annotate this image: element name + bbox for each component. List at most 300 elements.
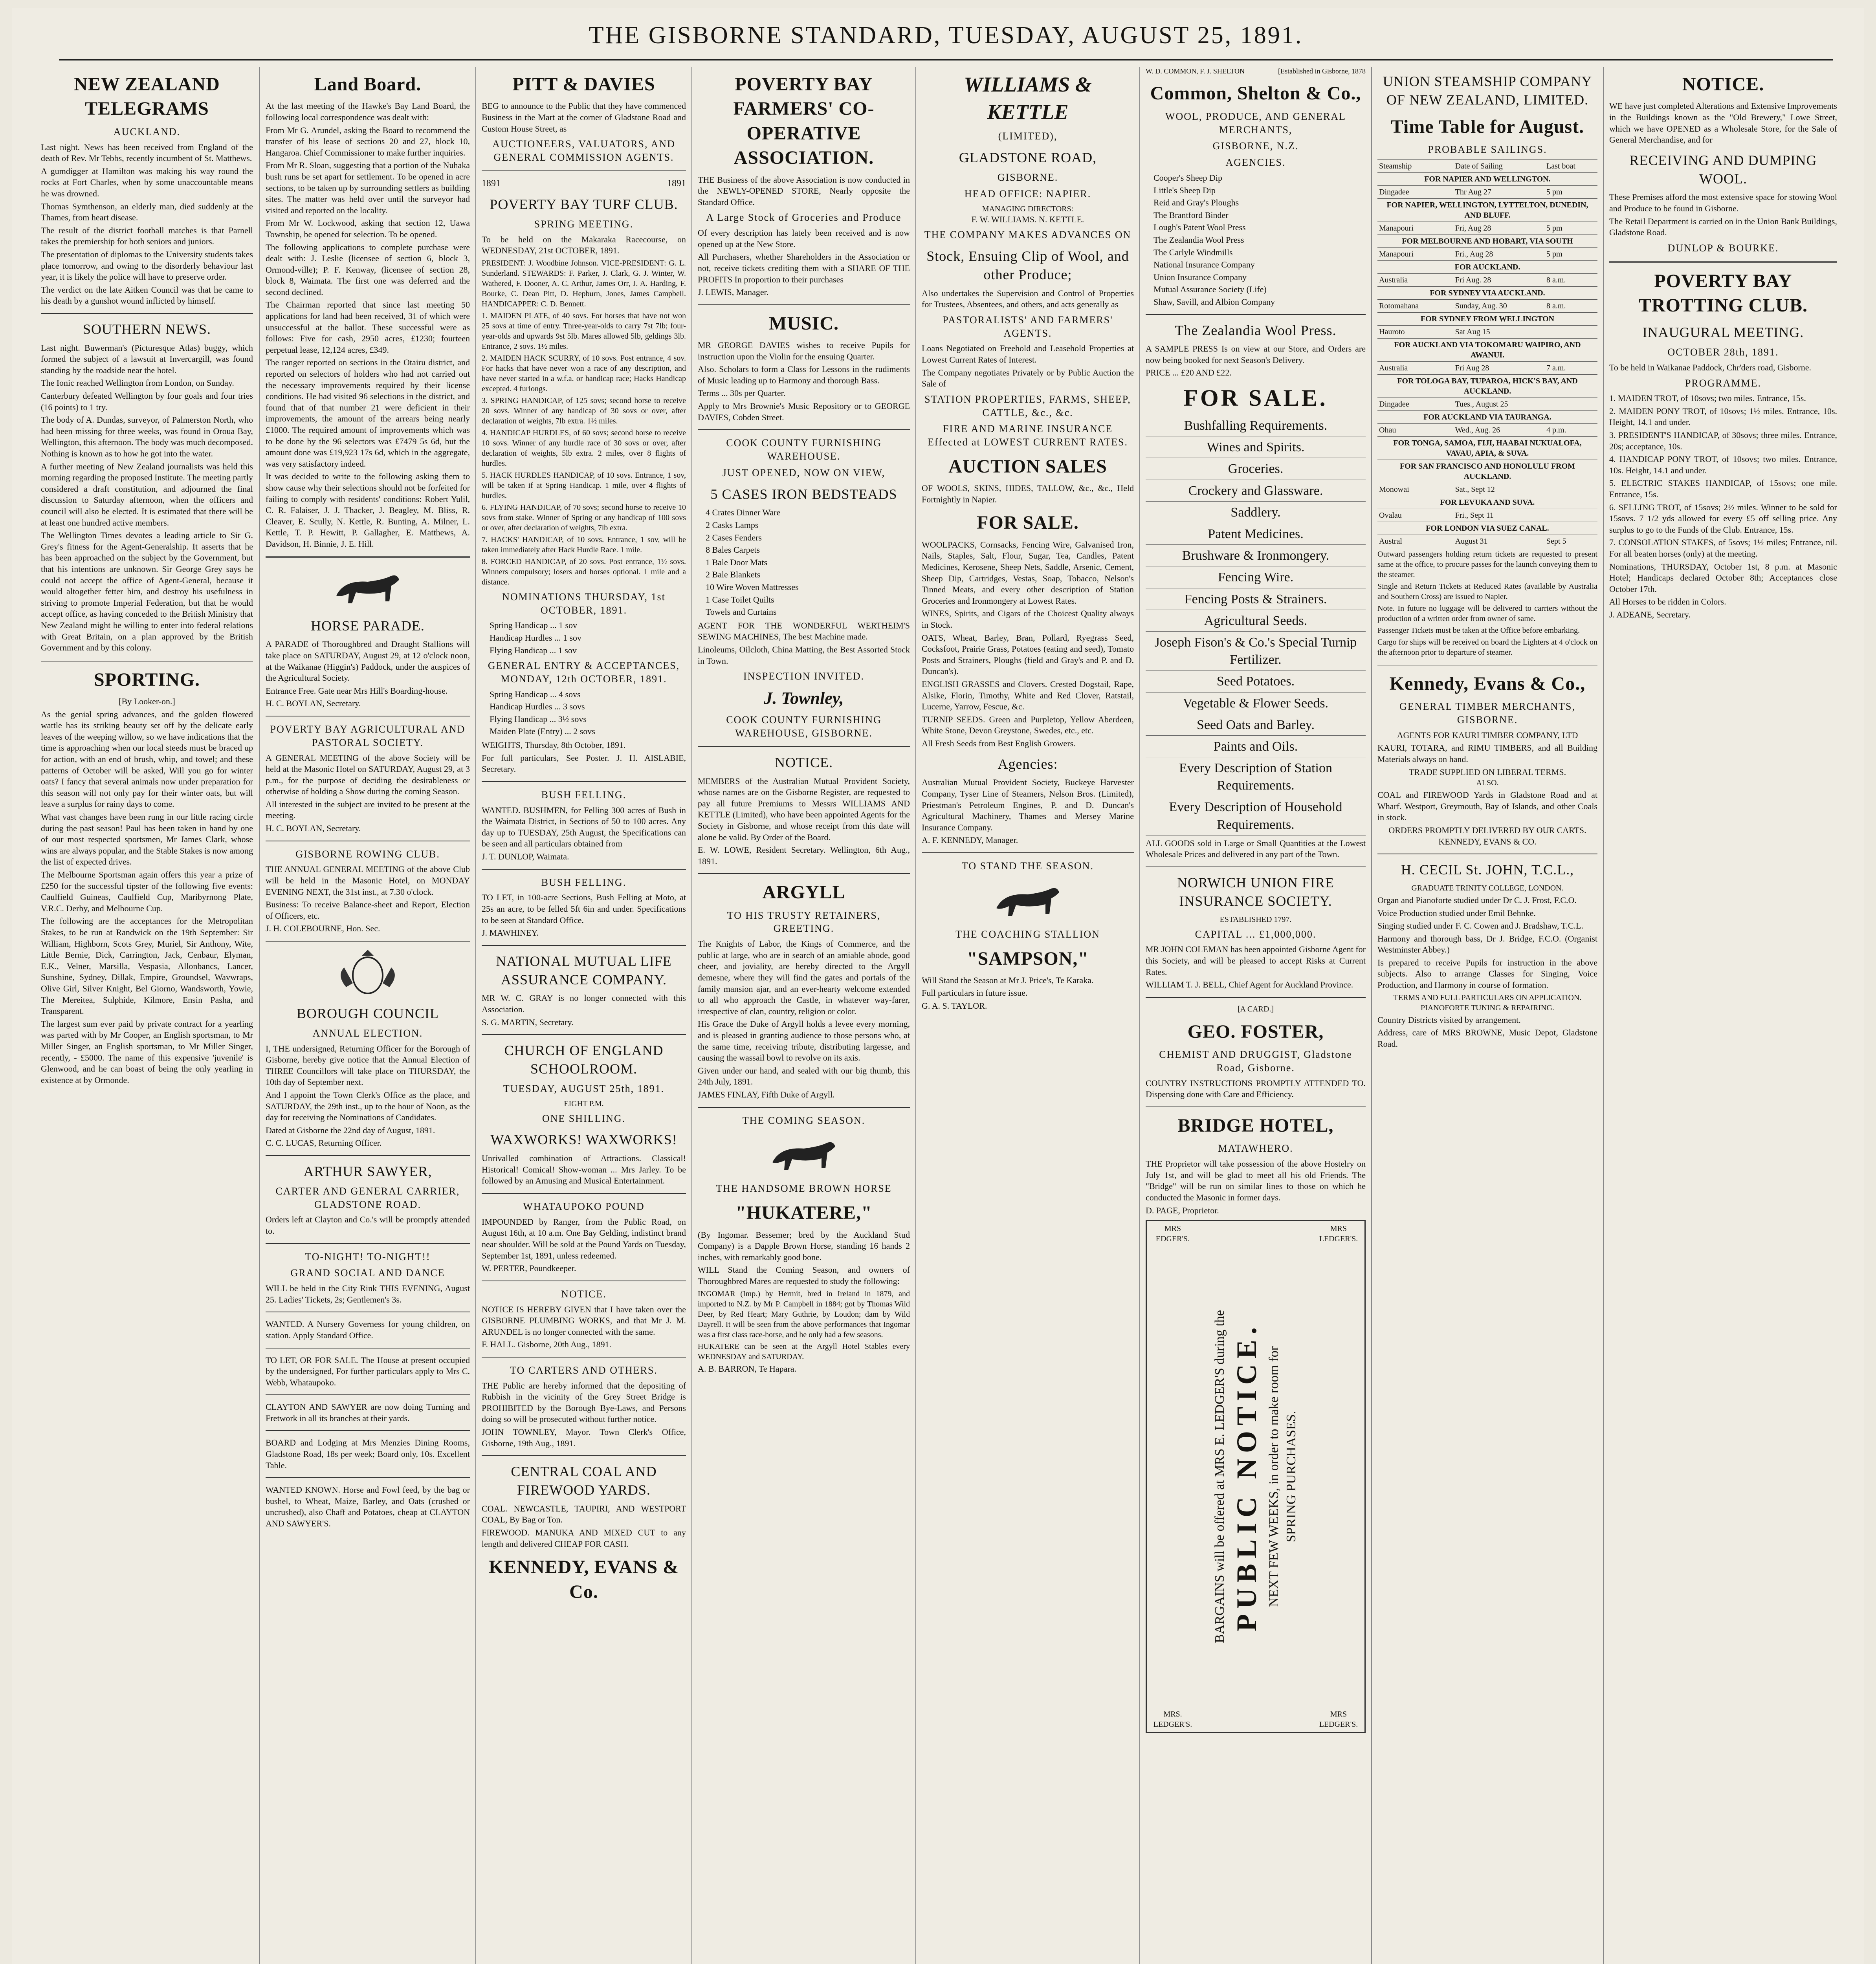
stock-item: 4 Crates Dinner Ware (706, 507, 781, 518)
single-text: Single and Return Tickets at Reduced Rates (available by Australia and Southern Cross) are issued to Napier. (1377, 582, 1597, 601)
notice-sign: F. HALL. Gisborne, 20th Aug., 1891. (482, 1339, 612, 1350)
table-cell: Sept 5 (1545, 535, 1597, 548)
pbag-text2: All interested in the subject are invited to be present at the meeting. (266, 799, 470, 821)
cecil-heading: H. CECIL St. JOHN, T.C.L., (1401, 862, 1574, 878)
column-8 (1603, 67, 1843, 1964)
table-row (1377, 509, 1597, 522)
sale-item: Crockery and Glassware. (1146, 482, 1366, 502)
fresh-text: All Fresh Seeds from Best English Growers. (922, 738, 1076, 748)
stock-item: 10 Wire Woven Mattresses (706, 582, 799, 592)
agencies-list (1153, 172, 1366, 308)
edger-top-right: MRS LEDGER'S. (1319, 1224, 1358, 1244)
pbag-sign: H. C. BOYLAN, Secretary. (266, 823, 361, 834)
turf-club-heading: POVERTY BAY TURF CLUB. (490, 196, 678, 212)
stock-item: 8 Bales Carpets (706, 545, 760, 555)
harmony-text: Harmony and thorough bass, Dr J. Bridge, F.C.O. (Organist Westminster Abbey.) (1377, 933, 1597, 955)
ridden-text: All Horses to be ridden in Colors. (1609, 597, 1726, 607)
argyll-heading: ARGYLL (762, 882, 845, 903)
argyll-text (698, 938, 910, 1088)
table-cell: Manapouri (1377, 222, 1454, 235)
table-cell: Fri Aug 28 (1454, 361, 1545, 374)
nominations-text: Nominations, THURSDAY, October 1st, 8 p.m. at Masonic Hotel; Handicaps declared October 8th; Acceptances close October 17th. (1609, 561, 1837, 594)
bush-heading: BUSH FELLING. (541, 789, 627, 801)
established: [Established in Gisborne, 1878 (1278, 67, 1366, 75)
kennedy-sign: A. F. KENNEDY, Manager. (922, 835, 1018, 845)
kauri-text: KAURI, TOTARA, and RIMU TIMBERS, and all Building Materials always on hand. (1377, 743, 1597, 764)
southern-heading: SOUTHERN NEWS. (83, 321, 211, 337)
gladstone-road: GLADSTONE ROAD, (959, 150, 1097, 166)
dunlop-sign: DUNLOP & BOURKE. (1667, 242, 1779, 254)
table-cell: Sat., Sept 12 (1454, 483, 1545, 496)
route-heading-row (1377, 312, 1597, 325)
agency-item: The Carlyle Windmills (1153, 247, 1233, 257)
agency-item: National Insurance Company (1153, 260, 1255, 270)
table-cell: 4 p.m. (1545, 423, 1597, 436)
cargo-text: Cargo for ships will be received on board the Lighters at 4 o'clock on the afternoon prior to departure of steamer. (1377, 638, 1597, 657)
news-paragraph: The presentation of diplomas to the University students takes place tomorrow, and owing to the disorderly behaviour last year, it is likely the police will have to preserve order. (41, 249, 253, 282)
table-cell: Thr Aug 27 (1454, 185, 1545, 198)
hukatere-name: "HUKATERE," (735, 1202, 872, 1224)
rowing-text: THE ANNUAL GENERAL MEETING of the above Club will be held in the Masonic Hotel, on MONDAY EVENING NEXT, the 31st inst., at 7.30 o'clock. (266, 864, 470, 897)
notice-heading: NOTICE. (1682, 74, 1764, 95)
general-entry-list (490, 689, 686, 737)
sampson-text: Will Stand the Season at Mr J. Price's, Te Karaka. (922, 975, 1094, 985)
inaugural-heading: INAUGURAL MEETING. (1642, 324, 1804, 341)
sawyer-text: Orders left at Clayton and Co.'s will be promptly attended to. (266, 1215, 470, 1236)
table-cell: Sat Aug 15 (1454, 325, 1545, 338)
column-4 (691, 67, 915, 1964)
race-item: 7. HACKS' HANDICAP, of 10 sovs. Entrance, 1 sov, will be taken immediately after Hack Hurdle Race. 1 mile. (482, 535, 686, 554)
card-label: [A CARD.] (1237, 1004, 1274, 1013)
route-heading-row (1377, 496, 1597, 509)
music-terms: Terms ... 30s per Quarter. (698, 388, 786, 398)
table-cell: 8 a.m. (1545, 273, 1597, 286)
table-cell: Dingadee (1377, 185, 1454, 198)
receiving-wool: RECEIVING AND DUMPING WOOL. (1629, 152, 1817, 187)
cecil-sub: GRADUATE TRINITY COLLEGE, LONDON. (1411, 883, 1564, 892)
sale-item: Saddlery. (1146, 504, 1366, 523)
sporting-paragraph: The following are the acceptances for the Metropolitan Stakes, to be run at Randwick on the 19th September: Sir William, Highborn, Scots Grey, Muriel, Sir Anthony, Wite, Little Bernie, Dick, Carrington, Jack, Cenbaur, Elyman, E.K., Velner, Marsilla, Vespasia, Allonbancs, Lancer, Sunshine, Sydney, Dillak, Empire, Groundsel, Wavwraps, Olive Girl, Silver Knight, Bel Giorno, Wandsworth, Yowie, The Mereitea, Sulphide, Kilmore, Ensin Pasha, and Transparent. (41, 916, 253, 1016)
news-paragraph: The Ionic reached Wellington from London, on Sunday. (41, 378, 234, 388)
oats-text: OATS, Wheat, Barley, Bran, Pollard, Ryegrass Seed, Cocksfoot, Prairie Grass, Potatoes (eating and seed), Tomato Posts and Strainers, Ploughs (field and Gray's and P. and D. Duncan's). (922, 632, 1134, 676)
horse-illustration (325, 564, 411, 611)
year-right: 1891 (667, 178, 686, 189)
land-paragraph: From Mr R. Sloan, suggesting that a portion of the Nuhaka bush runs be set apart for settlement. To be opened in acre sections, to be taken up by surrounding settlers as building sites. The matter was held over until the surveyor had visited and reported on the locality. (266, 160, 470, 215)
table-row (1377, 423, 1597, 436)
col-steamship: Steamship (1377, 159, 1454, 172)
agencies-heading: AGENCIES. (1225, 157, 1286, 169)
column-6 (1139, 67, 1371, 1964)
table-cell: Hauroto (1377, 325, 1454, 338)
land-board-heading: Land Board. (314, 74, 422, 95)
pastoralists: PASTORALISTS' AND FARMERS' AGENTS. (943, 314, 1113, 339)
pbag-text: A GENERAL MEETING of the above Society will be held at the Masonic Hotel on SATURDAY, August 29, at 3 p.m., for the purpose of deciding the desirableness or otherwise of holding a Show during the coming Season. (266, 753, 470, 797)
news-paragraph: Last night. Buwerman's (Picturesque Atlas) buggy, which formed the subject of a lawsuit at Invercargill, was found standing by the roadside near the hotel. (41, 343, 253, 375)
agency-item: Shaw, Savill, and Albion Company (1153, 297, 1275, 307)
notice-text: WE have just completed Alterations and Extensive Improvements in the Buildings known as the "Old Brewery," Lowe Street, which we have OPENED as a Wholesale Store, for the Sale of General Merchandise, and for (1609, 101, 1837, 145)
music-apply: Apply to Mrs Brownie's Music Repository or to GEORGE DAVIES, Cobden Street. (698, 401, 910, 422)
race-item: 8. FORCED HANDICAP, of 20 sovs. Post entrance, 1½ sovs. Winners compulsory; losers and horses optional. 1 mile and a distance. (482, 557, 686, 586)
bush-text: WANTED. BUSHMEN, for Felling 300 acres of Bush in the Waimata District, in Sections of 50 to 100 acres. Any day up to TUESDAY, 25th August, the Specifications can be seen and all particulars obtained from (482, 805, 686, 849)
table-cell (1545, 398, 1597, 410)
social-heading: GRAND SOCIAL AND DANCE (290, 1267, 445, 1279)
news-paragraph: Thomas Symthenson, an elderly man, died suddenly at the Thames, from heart disease. (41, 201, 253, 223)
premises-text: These Premises afford the most extensive space for stowing Wool and Produce to be found in Gisborne. (1609, 192, 1837, 213)
norwich-heading: NORWICH UNION FIRE INSURANCE SOCIETY. (1177, 875, 1334, 909)
pitt-sub: AUCTIONEERS, VALUATORS, AND GENERAL COMMISSION AGENTS. (492, 138, 675, 163)
trotting-event: 2. MAIDEN PONY TROT, of 10sovs; 1½ miles. Entrance, 10s. Height, 14.1 and under. (1609, 406, 1837, 427)
nomination-item: Spring Handicap ... 1 sov (490, 620, 578, 630)
horse-parade-entries: Entrance Free. Gate near Mrs Hill's Boarding-house. (266, 685, 448, 696)
sporting-paragraph: What vast changes have been rung in our little racing circle during the past season! Paul has been taken in hand by one of our most respected sportsmen, Mr James Clark, whose wins are always popular, and the Stable Stakes is now among the list of expected drives. (41, 812, 253, 867)
cecil-text: Organ and Pianoforte studied under Dr C. J. Frost, F.C.O. (1377, 895, 1577, 905)
music-heading: MUSIC. (768, 313, 839, 334)
coal-heading: CENTRAL COAL AND FIREWOOD YARDS. (511, 1464, 657, 1498)
bridge-sign: D. PAGE, Proprietor. (1146, 1205, 1219, 1215)
general-entry-item: Handicap Hurdles ... 3 sovs (490, 702, 585, 712)
common-heading: Common, Shelton & Co., (1150, 83, 1361, 104)
press-text: A SAMPLE PRESS Is on view at our Store, and Orders are now being booked for next Season's Delivery. (1146, 344, 1366, 365)
trotting-event: 4. HANDICAP PONY TROT, of 10sovs; two miles. Entrance, 10s. Height, 14.1 and under. (1609, 454, 1837, 475)
route-heading: FOR MELBOURNE AND HOBART, VIA SOUTH (1377, 235, 1597, 247)
agency-item: The Zealandia Wool Press (1153, 235, 1244, 245)
horse-illustration-2 (761, 1131, 847, 1178)
outward-text: Outward passengers holding return tickets are requested to present same at the office, to procure passes for the launch conveying them to the steamer. (1377, 550, 1597, 579)
sawyer-sub: CARTER AND GENERAL CARRIER, GLADSTONE ROAD. (275, 1185, 460, 1210)
terms-text: TERMS AND FULL PARTICULARS ON APPLICATION. (1393, 993, 1582, 1002)
land-paragraph: The following applications to complete purchase were dealt with: J. Leslie (licensee of section 6, block 3, Ormond-ville); P. F. Kenway, (licensee of section 28, block 8, Waimata. The first one was deferred and the second declined. (266, 242, 470, 297)
wines-text: WINES, Spirits, and Cigars of the Choicest Quality always in Stock. (922, 608, 1134, 630)
route-heading-row (1377, 338, 1597, 361)
norwich-text: MR JOHN COLEMAN has been appointed Gisborne Agent for this Society, and will be pleased to accept Risks at Current Rates. (1146, 944, 1366, 977)
spring-text: To be held on the Makaraka Racecourse, on WEDNESDAY, 21st OCTOBER, 1891. (482, 234, 686, 256)
table-cell: Ohau (1377, 423, 1454, 436)
borough-text: I, THE undersigned, Returning Officer for the Borough of Gisborne, hereby give notice that the Annual Election of THREE Councillors will take place on THURSDAY, the 10th day of September next. (266, 1043, 470, 1087)
year-left: 1891 (482, 178, 501, 189)
borough-dated: Dated at Gisborne the 22nd day of August, 1891. (266, 1125, 435, 1135)
race-item: 3. SPRING HANDICAP, of 125 sovs; second horse to receive 20 sovs. Winner of any handicap of 30 sovs or over, after declaration of weights, 7lb extra. 1½ miles. (482, 396, 686, 425)
land-paragraph: It was decided to write to the following asking them to show cause why their selections should not be forfeited for failing to comply with residents' conditions: Robert Yulil, C. R. Falaiser, J. J. Thacker, J. Beagley, M. Bliss, R. Cleaver, E. Scully, N. Kettle, R. Bunting, A. Milner, L. Kettle, T. P. Hewitt, P. Gallagher, E. Matthews, A. Davidson, H. Binnie, J. E. Hill. (266, 471, 470, 549)
horse-parade-heading: HORSE PARADE. (311, 617, 425, 634)
sale-item: Seed Oats and Barley. (1146, 716, 1366, 736)
table-cell: 5 pm (1545, 185, 1597, 198)
just-opened: JUST OPENED, NOW ON VIEW, (722, 467, 886, 478)
table-cell: August 31 (1454, 535, 1545, 548)
route-heading-row (1377, 286, 1597, 299)
agencies-text: Australian Mutual Provident Society, Buckeye Harvester Company, Tyser Line of Steamers, Nelson Bros. (Limited), Priestman's Petroleum Engines, P. and D. Duncan's Agricultural Machinery, Thames and Mersey Marine Insurance Company. (922, 777, 1134, 832)
horse-parade-text: A PARADE of Thoroughbred and Draught Stallions will take place on SATURDAY, August 29, at 12 o'clock noon, at the Waikanae (Higgin's) Paddock, under the auspices of the Agricultural Society. (266, 639, 470, 683)
edger-top-left: MRS EDGER'S. (1155, 1224, 1190, 1244)
auction-sales: AUCTION SALES (948, 456, 1107, 477)
bush2-text: TO LET, in 100-acre Sections, Bush Felling at Moto, at 25s an acre, to be felled 5ft 6in and under. Specifications to be seen at Standard Office. (482, 892, 686, 925)
timetable-heading: Time Table for August. (1390, 116, 1584, 137)
mutual-sign: S. G. MARTIN, Secretary. (482, 1017, 574, 1027)
sale-item: Wines and Spirits. (1146, 439, 1366, 458)
norwich-sign: WILLIAM T. J. BELL, Chief Agent for Auckland Province. (1146, 980, 1353, 990)
argyll-sign: JAMES FINLAY, Fifth Duke of Argyll. (698, 1089, 835, 1099)
kennedy-agents: AGENTS FOR KAURI TIMBER COMPANY, LTD (1397, 730, 1578, 740)
spring-meeting-heading: SPRING MEETING. (534, 218, 634, 230)
loans: Loans Negotiated on Freehold and Leasehold Properties at Lowest Current Rates of Interest. (922, 343, 1134, 365)
zealandia-heading: The Zealandia Wool Press. (1175, 322, 1337, 338)
race-item: 2. MAIDEN HACK SCURRY, of 10 sovs. Post entrance, 4 sov. For hacks that have never won a race of any description, and have never started in a w.f.a. or handicap race; Hacks Handicap excepted. 4 furlongs. (482, 354, 686, 393)
table-cell (1545, 325, 1597, 338)
route-heading: FOR LEVUKA AND SUVA. (1377, 496, 1597, 509)
hukatere-text: (By Ingomar. Bessemer; bred by the Auckland Stud Company) is a Dapple Brown Horse, standing 16 hands 2 inches, with remarkably good bone. (698, 1229, 910, 1262)
townley-sub: COOK COUNTY FURNISHING WAREHOUSE, GISBORNE. (726, 714, 882, 739)
coal-text: COAL. NEWCASTLE, TAUPIRI, AND WESTPORT COAL, By Bag or Ton. (482, 1503, 686, 1525)
inspection-text: INSPECTION INVITED. (743, 671, 865, 682)
farmers-text: THE Business of the above Association is now conducted in the NEWLY-OPENED STORE, Nearly opposite the Standard Office. (698, 174, 910, 207)
pound-sign: W. PERTER, Poundkeeper. (482, 1263, 576, 1273)
carters-heading: TO CARTERS AND OTHERS. (510, 1364, 658, 1376)
table-row (1377, 222, 1597, 235)
trotting-event: 6. SELLING TROT, of 15sovs; 2½ miles. Winner to be sold for 15sovs. 7 1/2 yds allowed for every £5 off selling price. Any surplus to go to the Funds of the Club. Entrance, 15s. (1609, 502, 1837, 535)
cook-heading: COOK COUNTY FURNISHING WAREHOUSE. (726, 437, 882, 462)
col-last-boat: Last boat (1545, 159, 1597, 172)
foster-heading: GEO. FOSTER, (1187, 1021, 1324, 1042)
sporting-paragraph: As the genial spring advances, and the golden flowered wattle has its striking beauty set off by the delicate early leaves of the weeping willow, so we have indications that the time is approaching when our local steeds must be braced up for action, with an end of brush, whip, and towel; and these patterns of October will be asked, Will you go for winter oats? I fancy that several animals now under preparation for this season will not only pay for their winter oats, but will leave a surplus for rainy days to come. (41, 709, 253, 809)
trotting-heading: POVERTY BAY TROTTING CLUB. (1638, 270, 1808, 316)
argyll-paragraph: The Knights of Labor, the Kings of Commerce, and the public at large, who are in search of an amiable abode, good cheer, and joviality, are hereby directed to the Argyll demesne, where they will find the gates and portals of the family mansion ajar, and an ever-hearty welcome extended to all who approach the Castle, in whatever way-farer, irrespective of clan, country, religion or color. (698, 939, 910, 1016)
bridge-heading: BRIDGE HOTEL, (1177, 1115, 1334, 1136)
gisborne: GISBORNE. (997, 171, 1058, 183)
sale-item: Bushfalling Requirements. (1146, 417, 1366, 436)
table-cell: 5 pm (1545, 222, 1597, 235)
probable-heading: PROBABLE SAILINGS. (1428, 143, 1547, 155)
edger-bottom-left: MRS. LEDGER'S. (1153, 1710, 1192, 1729)
table-cell: Australia (1377, 273, 1454, 286)
hukatere-fee: HUKATERE can be seen at the Argyll Hotel Stables every WEDNESDAY and SATURDAY. (698, 1342, 910, 1361)
land-paragraph: From Mr G. Arundel, asking the Board to recommend the transfer of his lease of sections 20 and 27, block 10, Hangaroa. Chief Commissioner to make further inquiries. (266, 125, 470, 158)
sale-item: Groceries. (1146, 460, 1366, 480)
common-sub: WOOL, PRODUCE, AND GENERAL MERCHANTS, (1165, 110, 1346, 136)
table-row (1377, 361, 1597, 374)
turf-officials: PRESIDENT: J. Woodbine Johnson. VICE-PRESIDENT: G. L. Sunderland. STEWARDS: F. Parker, J. Clark, G. J. Winter, W. Wathered, F. Dooner, A. C. Arthur, James Orr, J. A. Harding, F. Bourke, C. Dean Pitt, D. Hepburn, Jones, James Campbell. HANDICAPPER: C. D. Bennett. (482, 258, 686, 308)
hukatere-sign: A. B. BARRON, Te Hapara. (698, 1363, 797, 1374)
station-properties: STATION PROPERTIES, FARMS, SHEEP, CATTLE, &c., &c. (924, 393, 1131, 418)
table-row (1377, 299, 1597, 312)
wanted-ad: WANTED. A Nursery Governess for young children, on station. Apply Standard Office. (266, 1319, 470, 1340)
stock-text: Of every description has lately been received and is now opened up at the New Store. (698, 228, 910, 249)
general-entry-item: Flying Handicap ... 3½ sovs (490, 714, 587, 724)
sale-item: Agricultural Seeds. (1146, 612, 1366, 632)
argyll-paragraph: Given under our hand, and sealed with our big thumb, this 24th July, 1891. (698, 1065, 910, 1087)
iron-list (706, 507, 910, 617)
retail-text: The Retail Department is carried on in the Union Bank Buildings, Gladstone Road. (1609, 216, 1837, 238)
sporting-paragraph: The Melbourne Sportsman again offers this year a prize of £250 for the successful tipster of the following five events: Caulfield Guineas, Caulfield Cup, Maribyrnong Plate, V.R.C. Derby, and Melbourne Cup. (41, 870, 253, 913)
head-office: HEAD OFFICE: NAPIER. (964, 188, 1091, 200)
goods-text: ALL GOODS sold in Large or Small Quantities at the Lowest Wholesale Prices and delivered in any part of the Town. (1146, 838, 1366, 859)
public-notice-rotated (1211, 1310, 1300, 1643)
agent-text: AGENT FOR THE WONDERFUL WERTHEIM'S SEWING MACHINES, The best Machine made. (698, 620, 910, 642)
route-heading-row (1377, 198, 1597, 222)
route-heading-row (1377, 374, 1597, 398)
land-paragraph: At the last meeting of the Hawke's Bay Land Board, the following local correspondence was dealt with: (266, 101, 470, 122)
table-cell: Austral (1377, 535, 1454, 548)
general-entry-item: Spring Handicap ... 4 sovs (490, 689, 581, 699)
events-list (1609, 393, 1837, 559)
sale-item: Joseph Fison's & Co.'s Special Turnip Fertilizer. (1146, 634, 1366, 671)
pitt-text: BEG to announce to the Public that they have commenced Business in the Mart at the corner of Gladstone Road and Custom House Street, as (482, 101, 686, 134)
table-row (1377, 398, 1597, 410)
news-paragraph: The verdict on the late Aitken Council was that he came to his death by a gunshot wound inflicted by himself. (41, 284, 253, 306)
col-date: Date of Sailing (1454, 159, 1545, 172)
agency-item: Mutual Assurance Society (Life) (1153, 284, 1267, 295)
stand-season: TO STAND THE SEASON. (962, 860, 1094, 872)
prepared-text: Is prepared to receive Pupils for instruction in the above subjects. Also to arrange Classes for Singing, Voice Production, and Harmony in course of formation. (1377, 957, 1597, 990)
horse-illustration-3 (985, 877, 1071, 924)
singing-text: Singing studied under F. C. Cowen and J. Bradshaw, T.C.L. (1377, 921, 1583, 931)
trotting-event: 7. CONSOLATION STAKES, of 5sovs; 1½ miles; Entrance, nil. For all beaten horses (only) at the meeting. (1609, 537, 1837, 559)
news-paragraph: The result of the district football matches is that Parnell takes the premiership for both seniors and juniors. (41, 225, 253, 247)
notice-text: MEMBERS of the Australian Mutual Provident Society, whose names are on the Gisborne Register, are requested to pay all future Premiums to Messrs WILLIAMS AND KETTLE (Limited), who have been appointed Agents for the Society in Gisborne, and whose receipt from this date will alone be valid. By Order of the Board. (698, 776, 910, 842)
borough-sign: C. C. LUCAS, Returning Officer. (266, 1138, 382, 1148)
hukatere-pedigree: INGOMAR (Imp.) by Hermit, bred in Ireland in 1879, and imported to N.Z. by Mr P. Campbell in 1884; got by Thomas Wild Deer, by Red Heart; Mary Guthrie, by Loudon; dam by Wild Dayrell. It will be seen from the above performances that Ingomar was a first class race-horse, and he only had a few seasons. (698, 1289, 910, 1339)
agency-item: The Brantford Binder (1153, 210, 1229, 220)
tolet-ad: TO LET, OR FOR SALE. The House at present occupied by the undersigned, For further particulars apply to Mrs C. Webb, Whataupoko. (266, 1355, 470, 1387)
notice-heading: NOTICE. (775, 754, 833, 770)
table-row (1377, 185, 1597, 198)
public-notice-title: PUBLIC NOTICE. (1231, 1322, 1263, 1632)
stock-text: Also undertakes the Supervision and Control of Properties for Trustees, Absentees, and others, and acts generally as (922, 288, 1134, 310)
notice-sign: E. W. LOWE, Resident Secretary. Wellington, 6th Aug., 1891. (698, 845, 910, 866)
route-heading-row (1377, 235, 1597, 247)
auckland-news (41, 142, 253, 307)
table-cell: Dingadee (1377, 398, 1454, 410)
stock-item: 2 Cases Fenders (706, 532, 762, 542)
table-cell: Manapouri (1377, 247, 1454, 260)
notice-heading: NOTICE. (561, 1288, 607, 1300)
route-heading: FOR AUCKLAND VIA TOKOMARU WAIPIRO, AND AWANUI. (1377, 338, 1597, 361)
stock-item: 1 Bale Door Mats (706, 557, 768, 567)
programme-heading: PROGRAMME. (1685, 377, 1762, 389)
farmers-heading: POVERTY BAY FARMERS' CO-OPERATIVE ASSOCIATION. (733, 74, 875, 169)
route-heading: FOR NAPIER, WELLINGTON, LYTTELTON, DUNEDIN, AND BLUFF. (1377, 198, 1597, 222)
next-weeks-line: NEXT FEW WEEKS, in order to make room for (1266, 1346, 1281, 1607)
tonight-heading: TO-NIGHT! TO-NIGHT!! (305, 1251, 431, 1262)
public-notice-box (1146, 1220, 1366, 1733)
turf-years (482, 178, 686, 190)
pbag-heading: POVERTY BAY AGRICULTURAL AND PASTORAL SOCIETY. (270, 723, 466, 748)
bush-sign: J. T. DUNLOP, Waimata. (482, 852, 569, 862)
voice-text: Voice Production studied under Emil Behnke. (1377, 908, 1536, 918)
iron-bedsteads: 5 CASES IRON BEDSTEADS (710, 486, 897, 502)
nomination-item: Flying Handicap ... 1 sov (490, 645, 577, 655)
sale-item: Fencing Wire. (1146, 569, 1366, 588)
stock-clip: Stock, Ensuing Clip of Wool, and other Produce; (926, 248, 1129, 282)
table-cell: Wed., Aug. 26 (1454, 423, 1545, 436)
sale-item: Paints and Oils. (1146, 738, 1366, 757)
news-paragraph: The Wellington Times devotes a leading article to Sir G. Grey's fitness for the Agent-Generalship. It asserts that he has been approached on the subject by the Government, but that his intentions are unknown. Sir George Grey says he could not accept the office of Agent-General, because it would altogether fetter him, and destroy his usefulness in striving to promote Imperial Federation, but that he would accept office, as having conceded to the British Ministry that New Zealand might be willing to enter into federal relations with Great Britain, on a plan approved by the British Government and by this colony. (41, 530, 253, 653)
table-cell: 5 pm (1545, 247, 1597, 260)
firewood-text: FIREWOOD. MANUKA AND MIXED CUT to any length and delivered CHEAP FOR CASH. (482, 1528, 686, 1549)
october-date: OCTOBER 28th, 1891. (1667, 346, 1779, 358)
waxworks-heading: WAXWORKS! WAXWORKS! (490, 1132, 677, 1148)
limited: (LIMITED), (998, 130, 1058, 142)
bridge-sub: MATAWHERO. (1218, 1143, 1293, 1154)
borough-heading: BOROUGH COUNCIL (296, 1006, 439, 1022)
sailings-header-row (1377, 159, 1597, 172)
column-5 (915, 67, 1139, 1964)
newspaper-page (12, 8, 1864, 1964)
column-3 (475, 67, 691, 1964)
lino-text: Linoleums, Oilcloth, China Matting, the Best Assorted Stock in Town. (698, 644, 910, 666)
table-cell: Monowai (1377, 483, 1454, 496)
column-1 (35, 67, 259, 1964)
nomination-item: Handicap Hurdles ... 1 sov (490, 632, 582, 643)
common-place: GISBORNE, N.Z. (1212, 140, 1299, 152)
trotting-event: 1. MAIDEN TROT, of 10sovs; two miles. Entrance, 15s. (1609, 393, 1806, 403)
horse-parade-sign: H. C. BOYLAN, Secretary. (266, 698, 361, 709)
news-paragraph: A further meeting of New Zealand journalists was held this morning regarding the proposed Institute. The meeting partly considered a draft constitution, and adjourned the final discussion to Saturday afternoon, when the officers and council will also be elected. It is estimated that there will be at least one hundred active members. (41, 461, 253, 528)
route-heading: FOR LONDON VIA SUEZ CANAL. (1377, 522, 1597, 535)
pitt-davies-heading: PITT & DAVIES (512, 74, 655, 95)
table-row (1377, 535, 1597, 548)
foster-sub: CHEMIST AND DRUGGIST, Gladstone Road, Gisborne. (1159, 1049, 1352, 1074)
table-cell (1545, 483, 1597, 496)
fire-insurance: FIRE AND MARINE INSURANCE Effected at LOWEST CURRENT RATES. (927, 423, 1128, 448)
mutual-heading: NATIONAL MUTUAL LIFE ASSURANCE COMPANY. (496, 953, 672, 987)
race-item: 4. HANDICAP HURDLES, of 60 sovs; second horse to receive 10 sovs. Winner of any hurdle race of 30 sovs or over, after declaration of weights, 5lb extra. 2 miles, over 8 flights of hurdles. (482, 428, 686, 468)
clayton-ad: CLAYTON AND SAWYER are now doing Turning and Fretwork in all its branches at their yards. (266, 1402, 470, 1423)
table-cell: Rotomahana (1377, 299, 1454, 312)
spring-purchases-line: SPRING PURCHASES. (1284, 1411, 1298, 1543)
stock-heading: A Large Stock of Groceries and Produce (706, 212, 902, 224)
sale-item: Every Description of Station Requirements. (1146, 760, 1366, 796)
table-cell: Ovalau (1377, 509, 1454, 522)
company-prepared: The Company negotiates Privately or by Public Auction the Sale of (922, 367, 1134, 389)
bush2-sign: J. MAWHINEY. (482, 928, 539, 938)
table-cell: Fri., Aug 28 (1454, 247, 1545, 260)
sawyer-heading: ARTHUR SAWYER, (303, 1163, 432, 1179)
advances: THE COMPANY MAKES ADVANCES ON (924, 229, 1131, 241)
church-date: TUESDAY, AUGUST 25th, 1891. (503, 1083, 665, 1094)
wanted-known-ad: WANTED KNOWN. Horse and Fowl feed, by the bag or bushel, to Wheat, Maize, Barley, and Oats (crushed or uncrushed), also Chaff and Potatoes, cheap at CLAYTON AND SAWYER'S. (266, 1485, 470, 1529)
common-topline (1146, 67, 1366, 76)
bargains-line: BARGAINS will be offered at MRS E. LEDGER'S during the (1212, 1310, 1227, 1643)
sale-item: Brushware & Ironmongery. (1146, 547, 1366, 566)
coaching-stallion: THE COACHING STALLION (955, 928, 1100, 940)
trotting-event: 5. ELECTRIC STAKES HANDICAP, of 15sovs; one mile. Entrance, 15s. (1609, 478, 1837, 500)
route-heading-row (1377, 260, 1597, 273)
trotting-sign: J. ADEANE, Secretary. (1609, 609, 1691, 619)
church-heading: CHURCH OF ENGLAND SCHOOLROOM. (504, 1042, 664, 1077)
press-price: PRICE ... £20 AND £22. (1146, 368, 1232, 378)
route-heading: FOR AUCKLAND VIA TAURANGA. (1377, 410, 1597, 423)
piano-text: PIANOFORTE TUNING & REPAIRING. (1421, 1003, 1554, 1012)
land-paragraph: From Mr W. Lockwood, asking that section 12, Uawa Township, be opened for selection. To be opened. (266, 218, 470, 239)
sale-items (1146, 417, 1366, 835)
for-sale-heading: FOR SALE. (1183, 385, 1328, 411)
orders-text: ORDERS PROMPTLY DELIVERED BY OUR CARTS. (1388, 825, 1586, 835)
argyll-sub: TO HIS TRUSTY RETAINERS, GREETING. (727, 909, 881, 934)
column-7 (1371, 67, 1603, 1964)
also-text: ALSO. (1476, 779, 1499, 788)
auckland-heading: AUCKLAND. (113, 126, 181, 137)
news-paragraph: A gumdigger at Hamilton was making his way round the rocks at Fort Charles, when by some unaccountable means he was drowned. (41, 166, 253, 198)
pound-heading: WHATAUPOKO POUND (523, 1200, 645, 1212)
route-heading: FOR SYDNEY VIA AUCKLAND. (1377, 286, 1597, 299)
music-text: MR GEORGE DAVIES wishes to receive Pupils for instruction upon the Violin for the ensuing Quarter. (698, 340, 910, 361)
edger-bottom-right: MRS LEDGER'S. (1319, 1710, 1358, 1729)
kennedy-sign: KENNEDY, EVANS & CO. (1438, 836, 1537, 846)
sale-item: Fencing Posts & Strainers. (1146, 591, 1366, 610)
social-text: WILL be held in the City Rink THIS EVENING, August 25. Ladies' Tickets, 2s; Gentlemen's 3s. (266, 1283, 470, 1304)
table-cell: Australia (1377, 361, 1454, 374)
general-entry-heading: GENERAL ENTRY & ACCEPTANCES, MONDAY, 12th OCTOBER, 1891. (488, 660, 680, 685)
route-heading: FOR NAPIER AND WELLINGTON. (1377, 172, 1597, 185)
